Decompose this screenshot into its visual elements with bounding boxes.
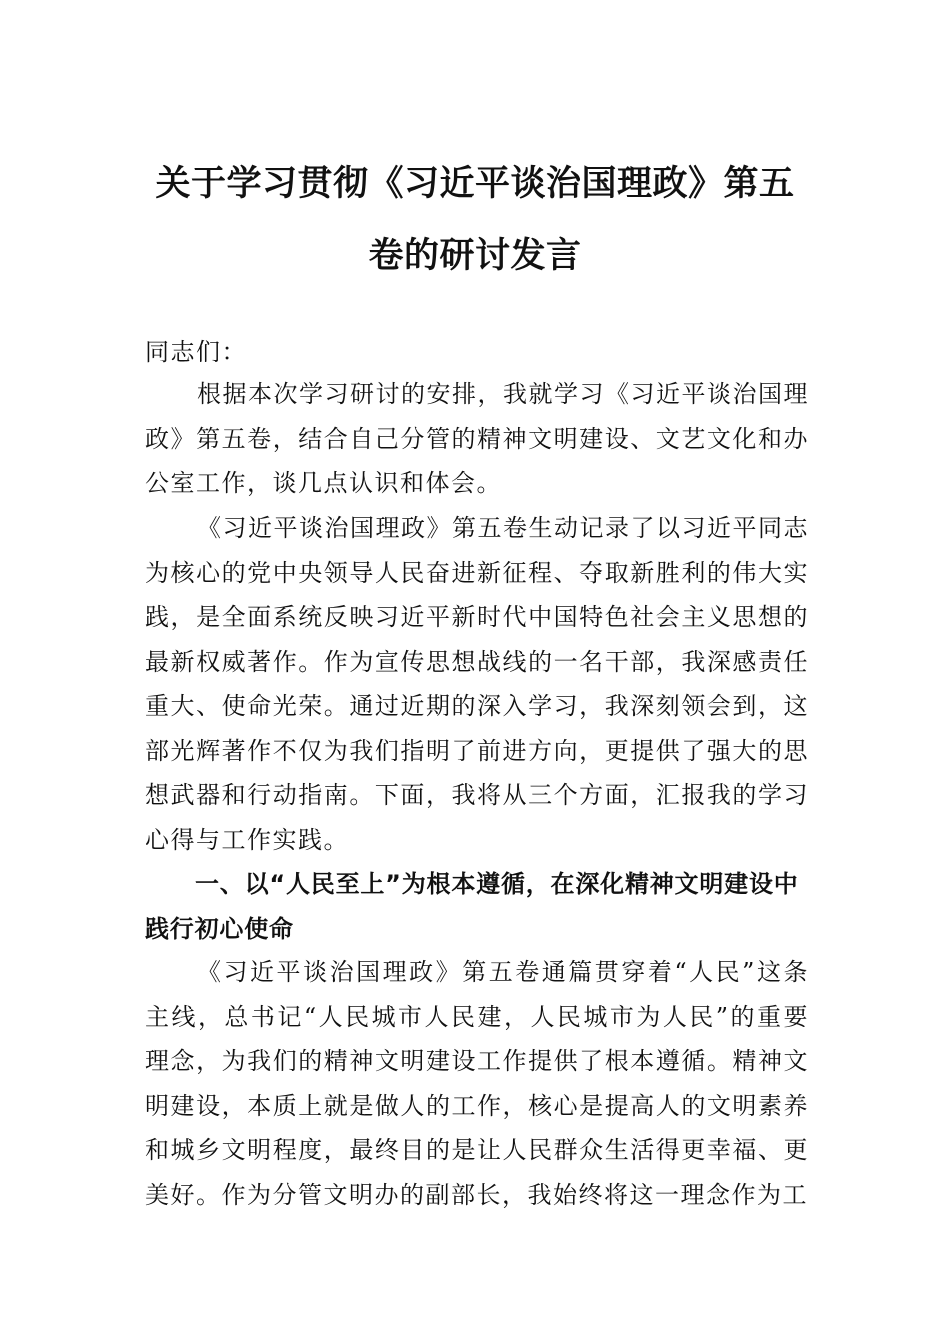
document-title-line-2: 卷的研讨发言 bbox=[368, 235, 582, 276]
paragraph-section-1: 《习近平谈治国理政》第五卷通篇贯穿着“人民”这条主线，总书记“人民城市人民建，人民城市为人民”的重要理念，为我们的精神文明建设工作提供了根本遵循。精神文明建设，本质上就是做人的工作，核心是提高人的文明素养和城乡文明程度，最终目的是让人民群众生活得更幸福、更美好。作为分管文明办的副部长，我始终将这一理念作为工 bbox=[145, 958, 809, 1209]
paragraph-intro: 根据本次学习研讨的安排，我就学习《习近平谈治国理政》第五卷，结合自己分管的精神文明建设、文艺文化和办公室工作，谈几点认识和体会。 bbox=[145, 380, 809, 497]
salutation: 同志们： bbox=[145, 338, 247, 366]
document-title-line-1: 关于学习贯彻《习近平谈治国理政》第五 bbox=[155, 163, 795, 204]
section-heading-1: 一、以“人民至上”为根本遵循，在深化精神文明建设中践行初心使命 bbox=[145, 870, 799, 943]
paragraph-overview: 《习近平谈治国理政》第五卷生动记录了以习近平同志为核心的党中央领导人民奋进新征程、夺取新胜利的伟大实践，是全面系统反映习近平新时代中国特色社会主义思想的最新权威著作。作为宣传思想战线的一名干部，我深感责任重大、使命光荣。通过近期的深入学习，我深刻领会到，这部光辉著作不仅为我们指明了前进方向，更提供了强大的思想武器和行动指南。下面，我将从三个方面，汇报我的学习心得与工作实践。 bbox=[145, 514, 809, 854]
